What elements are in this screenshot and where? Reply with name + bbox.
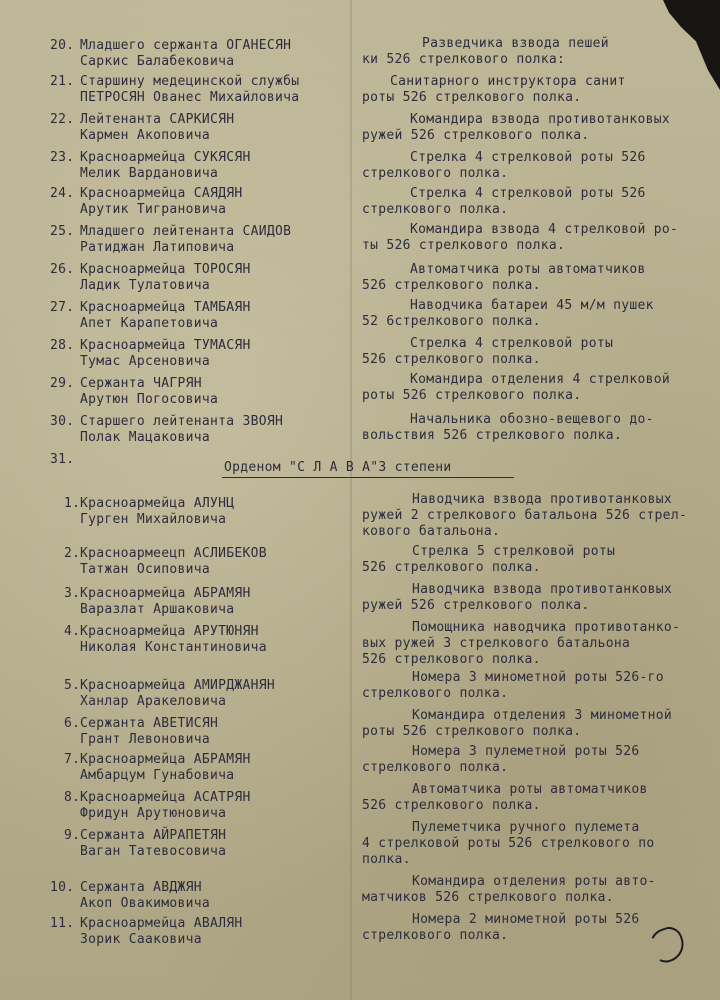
award-heading: Орденом "С Л А В А"3 степени — [224, 460, 452, 475]
entry-given-name: Николая Константиновича — [80, 640, 267, 655]
position-line: 526 стрелкового полка. — [362, 560, 541, 575]
entry-number: 23. — [50, 150, 75, 165]
entry-rank-surname: Красноармеецп АСЛИБЕКОВ — [80, 546, 267, 561]
entry-given-name: ПЕТРОСЯН Ованес Михайловича — [80, 90, 300, 105]
entry-number: 25. — [50, 224, 75, 239]
entry-number: 29. — [50, 376, 75, 391]
entry-number: 26. — [50, 262, 75, 277]
position-line: Стрелка 4 стрелковой роты — [410, 336, 614, 351]
entry-given-name: Арутюн Погосовича — [80, 392, 219, 407]
position-line: Командира отделения 4 стрелковой — [410, 372, 671, 387]
position-line: стрелкового полка. — [362, 928, 509, 943]
position-line: Разведчика взвода пешей — [422, 36, 609, 51]
position-line: полка. — [362, 852, 411, 867]
entry-rank-surname: Сержанта АВДЖЯН — [80, 880, 202, 895]
position-line: ки 526 стрелкового полка: — [362, 52, 566, 67]
position-line: ружей 526 стрелкового полка. — [362, 598, 590, 613]
entry-given-name: Варазлат Аршаковича — [80, 602, 235, 617]
entry-given-name: Зорик Сааковича — [80, 932, 202, 947]
heading-underline — [222, 477, 514, 478]
entry-number: 2. — [64, 546, 81, 561]
position-line: 4 стрелковой роты 526 стрелкового по — [362, 836, 655, 851]
position-line: Номера 2 минометной роты 526 — [412, 912, 640, 927]
entry-rank-surname: Красноармейца АСАТРЯН — [80, 790, 251, 805]
entry-rank-surname: Сержанта АЙРАПЕТЯН — [80, 828, 227, 843]
position-line: Командира взвода 4 стрелковой ро- — [410, 222, 679, 237]
entry-rank-surname: Старшину медецинской службы — [80, 74, 300, 89]
entry-number: 31. — [50, 452, 75, 467]
position-line: Командира отделения 3 минометной — [412, 708, 673, 723]
position-line: 526 стрелкового полка. — [362, 278, 541, 293]
position-line: роты 526 стрелкового полка. — [362, 90, 582, 105]
position-line: 526 стрелкового полка. — [362, 798, 541, 813]
entry-number: 6. — [64, 716, 81, 731]
entry-number: 1. — [64, 496, 81, 511]
entry-number: 5. — [64, 678, 81, 693]
position-line: Начальника обозно-вещевого до- — [410, 412, 654, 427]
entry-given-name: Амбарцум Гунабовича — [80, 768, 235, 783]
position-line: стрелкового полка. — [362, 202, 509, 217]
position-line: Номера 3 минометной роты 526-го — [412, 670, 664, 685]
position-line: Наводчика взвода противотанковых — [412, 492, 673, 507]
position-line: Автоматчика роты автоматчиков — [412, 782, 648, 797]
position-line: 526 стрелкового полка. — [362, 652, 541, 667]
entry-number: 10. — [50, 880, 75, 895]
position-line: Автоматчика роты автоматчиков — [410, 262, 646, 277]
entry-rank-surname: Младшего лейтенанта САИДОВ — [80, 224, 292, 239]
position-line: роты 526 стрелкового полка. — [362, 388, 582, 403]
entry-number: 11. — [50, 916, 75, 931]
position-line: кового батальона. — [362, 524, 501, 539]
entry-number: 21. — [50, 74, 75, 89]
position-line: Санитарного инструктора санит — [390, 74, 626, 89]
entry-rank-surname: Красноармейца АБРАМЯН — [80, 752, 251, 767]
entry-given-name: Саркис Балабековича — [80, 54, 235, 69]
entry-given-name: Грант Левоновича — [80, 732, 211, 747]
entry-rank-surname: Красноармейца АБРАМЯН — [80, 586, 251, 601]
entry-given-name: Ратиджан Латиповича — [80, 240, 235, 255]
entry-given-name: Полак Мацаковича — [80, 430, 211, 445]
position-line: Командира отделения роты авто- — [412, 874, 656, 889]
position-line: Стрелка 4 стрелковой роты 526 — [410, 186, 646, 201]
entry-given-name: Фридун Арутюновича — [80, 806, 227, 821]
position-line: стрелкового полка. — [362, 760, 509, 775]
entry-rank-surname: Сержанта АВЕТИСЯН — [80, 716, 219, 731]
position-line: стрелкового полка. — [362, 166, 509, 181]
entry-number: 27. — [50, 300, 75, 315]
position-line: Стрелка 4 стрелковой роты 526 — [410, 150, 646, 165]
entry-given-name: Ладик Тулатовича — [80, 278, 211, 293]
position-line: Помощника наводчика противотанко- — [412, 620, 681, 635]
entry-number: 30. — [50, 414, 75, 429]
entry-number: 7. — [64, 752, 81, 767]
page-fold — [350, 0, 352, 1000]
entry-rank-surname: Красноармейца АРУТЮНЯН — [80, 624, 259, 639]
entry-given-name: Тумас Арсеновича — [80, 354, 211, 369]
position-line: вых ружей 3 стрелкового батальона — [362, 636, 631, 651]
entry-given-name: Мелик Вардановича — [80, 166, 219, 181]
entry-rank-surname: Младшего сержанта ОГАНЕСЯН — [80, 38, 292, 53]
entry-number: 8. — [64, 790, 81, 805]
entry-rank-surname: Красноармейца ТУМАСЯН — [80, 338, 251, 353]
position-line: Стрелка 5 стрелковой роты — [412, 544, 616, 559]
entry-given-name: Гурген Михайловича — [80, 512, 227, 527]
entry-given-name: Ваган Татевосовича — [80, 844, 227, 859]
entry-given-name: Акоп Овакимовича — [80, 896, 211, 911]
entry-number: 22. — [50, 112, 75, 127]
position-line: ружей 526 стрелкового полка. — [362, 128, 590, 143]
entry-number: 3. — [64, 586, 81, 601]
entry-rank-surname: Красноармейца СУКЯСЯН — [80, 150, 251, 165]
position-line: 526 стрелкового полка. — [362, 352, 541, 367]
position-line: Наводчика взвода противотанковых — [412, 582, 673, 597]
entry-rank-surname: Красноармейца САЯДЯН — [80, 186, 243, 201]
position-line: 52 6стрелкового полка. — [362, 314, 541, 329]
position-line: ты 526 стрелкового полка. — [362, 238, 566, 253]
entry-given-name: Кармен Акоповича — [80, 128, 211, 143]
entry-rank-surname: Красноармейца АЛУНЦ — [80, 496, 235, 511]
position-line: Наводчика батареи 45 м/м пушек — [410, 298, 654, 313]
position-line: ружей 2 стрелкового батальона 526 стрел- — [362, 508, 688, 523]
entry-rank-surname: Красноармейца АВАЛЯН — [80, 916, 243, 931]
signature-mark — [645, 923, 689, 967]
position-line: Пулеметчика ручного пулемета — [412, 820, 640, 835]
entry-given-name: Арутик Тиграновича — [80, 202, 227, 217]
entry-number: 24. — [50, 186, 75, 201]
position-line: матчиков 526 стрелкового полка. — [362, 890, 614, 905]
position-line: роты 526 стрелкового полка. — [362, 724, 582, 739]
position-line: вольствия 526 стрелкового полка. — [362, 428, 623, 443]
position-line: Командира взвода противотанковых — [410, 112, 671, 127]
entry-rank-surname: Красноармейца ТАМБАЯН — [80, 300, 251, 315]
entry-rank-surname: Красноармейца ТОРОСЯН — [80, 262, 251, 277]
entry-rank-surname: Красноармейца АМИРДЖАНЯН — [80, 678, 276, 693]
entry-number: 28. — [50, 338, 75, 353]
entry-number: 9. — [64, 828, 81, 843]
entry-number: 20. — [50, 38, 75, 53]
position-line: стрелкового полка. — [362, 686, 509, 701]
entry-given-name: Ханлар Аракеловича — [80, 694, 227, 709]
entry-rank-surname: Лейтенанта САРКИСЯН — [80, 112, 235, 127]
entry-given-name: Татжан Осиповича — [80, 562, 211, 577]
entry-rank-surname: Сержанта ЧАГРЯН — [80, 376, 202, 391]
entry-rank-surname: Старшего лейтенанта ЗВОЯН — [80, 414, 284, 429]
entry-number: 4. — [64, 624, 81, 639]
entry-given-name: Апет Карапетовича — [80, 316, 219, 331]
position-line: Номера 3 пулеметной роты 526 — [412, 744, 640, 759]
